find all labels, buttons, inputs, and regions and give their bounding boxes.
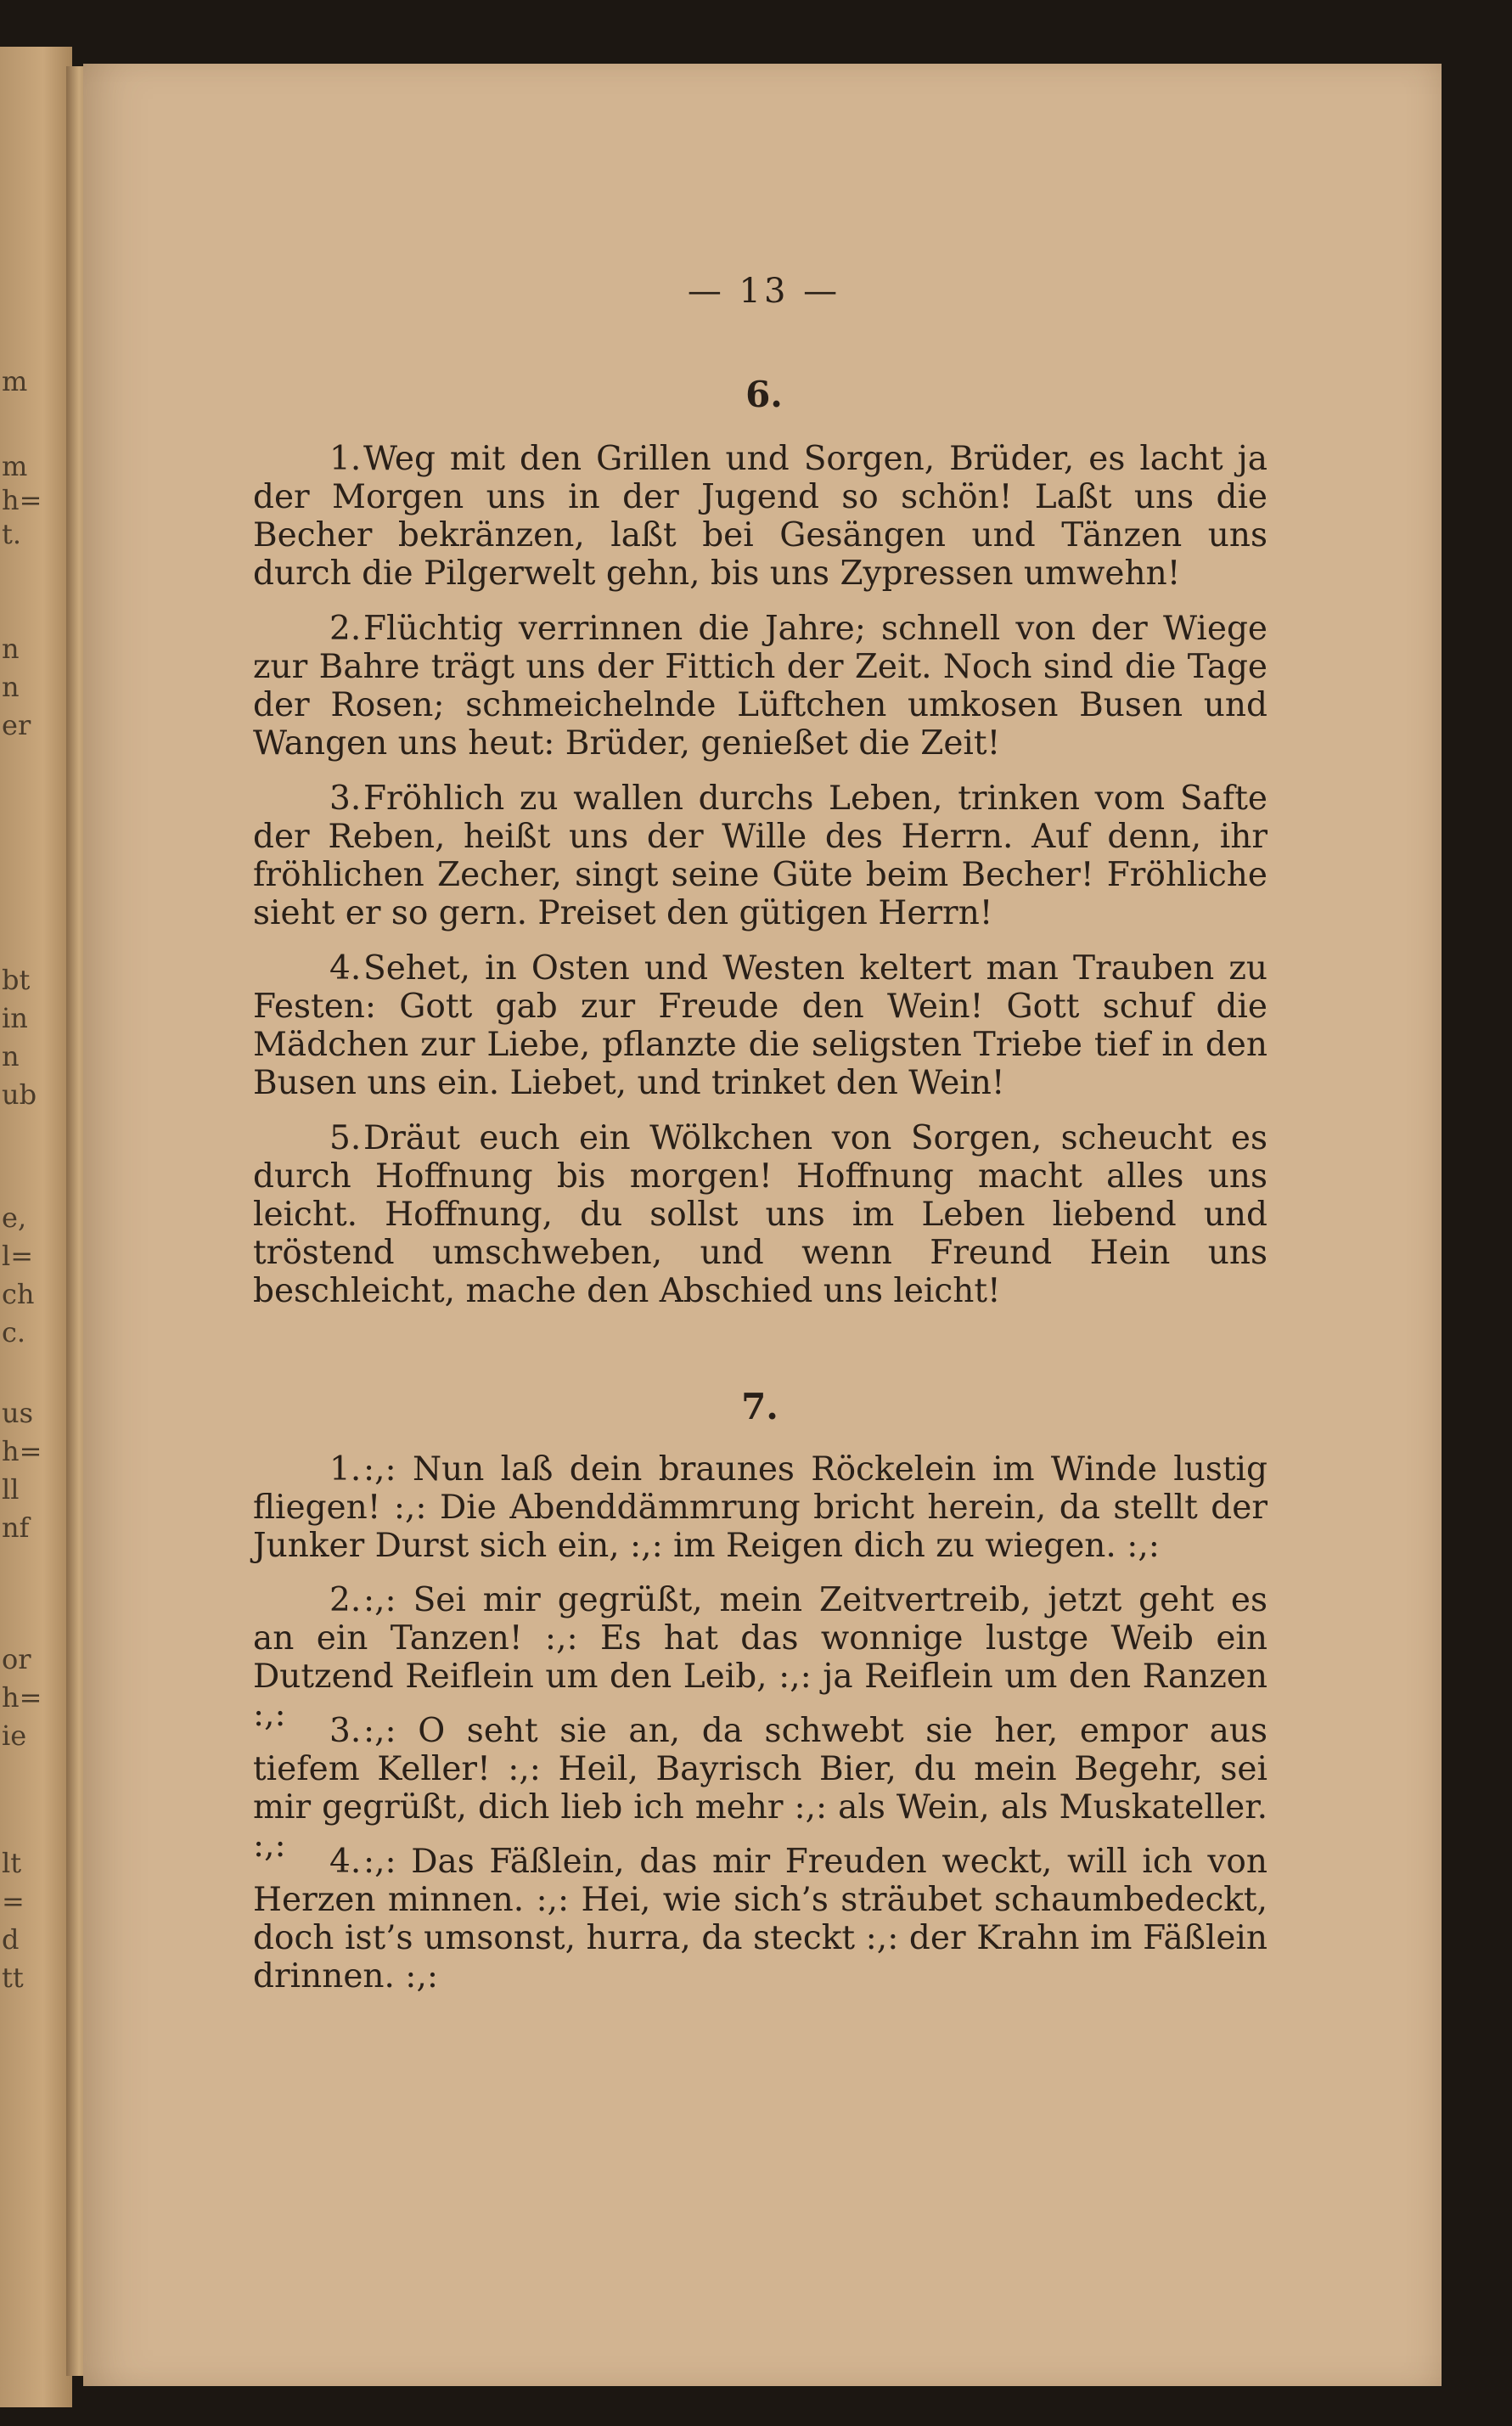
verse-number: 5. (329, 1119, 362, 1157)
verse-number: 1. (329, 1450, 362, 1489)
left-fragment: ch (2, 1278, 35, 1310)
left-fragment: l= (2, 1240, 34, 1272)
song-7-verse-4 (253, 1843, 1267, 1995)
left-fragment: h= (2, 1681, 42, 1714)
song-6-verse-4 (253, 949, 1267, 1102)
verse-text: Flüchtig verrinnen die Jahre; schnell von der Wiege zur Bahre trägt uns der Fittich der Zeit. Noch sind die Tage der Rosen; schmeichelnde Lüftchen umkosen Busen und Wangen uns heut: Brüder, genießet die Zeit! (253, 610, 1267, 763)
verse-text: Dräut euch ein Wölkchen von Sorgen, scheucht es durch Hoffnung bis morgen! Hoffnung macht alles uns leicht. Hoffnung, du sollst uns im Leben liebend und tröstend umschweben, und wenn Freund Hein uns beschleicht, mache den Abschied uns leicht! (253, 1119, 1267, 1310)
left-fragment: m (2, 365, 28, 397)
left-fragment: e, (2, 1202, 27, 1234)
song-6-verse-1 (253, 440, 1267, 593)
verse-number: 2. (329, 610, 362, 648)
verse-text: Sehet, in Osten und Westen keltert man Trauben zu Festen: Gott gab zur Freude den Wein! Gott schuf die Mädchen zur Liebe, pflanzte die seligsten Triebe tief in den Busen uns ein. Liebet, und trinket den Wein! (253, 949, 1267, 1102)
left-fragment: m (2, 450, 28, 482)
left-page-edge (0, 47, 72, 2407)
left-fragment: er (2, 709, 31, 741)
left-fragment: ub (2, 1078, 37, 1111)
verse-number: 3. (329, 780, 362, 818)
verse-text: Fröhlich zu wallen durchs Leben, trinken vom Safte der Reben, heißt uns der Wille des Herrn. Auf denn, ihr fröhlichen Zecher, singt seine Güte beim Becher! Fröhliche sieht er so gern. Preiset den gütigen Herrn! (253, 780, 1267, 932)
verse-text: :,: Das Fäßlein, das mir Freuden weckt, will ich von Herzen minnen. :,: Hei, wie sich’s sträubet schaumbedeckt, doch ist’s umsonst, hurra, da steckt :,: der Krahn im Fäßlein drinnen. :,: (253, 1843, 1267, 1995)
left-fragment: t. (2, 518, 22, 550)
song-7-verse-3 (253, 1712, 1267, 1865)
verse-number: 4. (329, 949, 362, 988)
left-fragment: ie (2, 1720, 27, 1752)
verse-text: :,: Sei mir gegrüßt, mein Zeitvertreib, jetzt geht es an ein Tanzen! :,: Es hat das wonnige lustge Weib ein Dutzend Reiflein um den Leib, :,: ja Reiflein um den Ranzen :,: (253, 1581, 1267, 1734)
song-6-verse-2 (253, 610, 1267, 763)
verse-text: :,: Nun laß dein braunes Röckelein im Winde lustig fliegen! :,: Die Abenddämmrung bricht herein, da stellt der Junker Durst sich ein, :,: im Reigen dich zu wiegen. :,: (253, 1450, 1267, 1565)
song-7-verse-1 (253, 1450, 1267, 1565)
verse-text: Weg mit den Grillen und Sorgen, Brüder, es lacht ja der Morgen uns in der Jugend so schön! Laßt uns die Becher bekränzen, laßt bei Gesängen und Tänzen uns durch die Pilgerwelt gehn, bis uns Zypressen umwehn! (253, 440, 1267, 593)
left-fragment: tt (2, 1962, 24, 1994)
song-6-number: 6. (745, 374, 783, 415)
left-fragment: d (2, 1923, 20, 1956)
song-6-verse-3 (253, 780, 1267, 932)
left-fragment: or (2, 1643, 31, 1675)
song-6-verse-5 (253, 1119, 1267, 1310)
verse-number: 2. (329, 1581, 362, 1619)
left-fragment: h= (2, 484, 42, 516)
verse-number: 1. (329, 440, 362, 478)
left-fragment: = (2, 1885, 25, 1917)
left-fragment: c. (2, 1316, 26, 1348)
song-7-verse-2 (253, 1581, 1267, 1734)
left-fragment: bt (2, 964, 31, 996)
left-fragment: n (2, 1040, 20, 1072)
left-fragment: nf (2, 1511, 30, 1544)
left-fragment: h= (2, 1435, 42, 1467)
left-fragment: lt (2, 1847, 22, 1879)
left-fragment: n (2, 671, 20, 703)
page-number: — 13 — (687, 272, 841, 311)
verse-text: :,: O seht sie an, da schwebt sie her, empor aus tiefem Keller! :,: Heil, Bayrisch Bier, du mein Begehr, sei mir gegrüßt, dich lieb ich mehr :,: als Wein, als Muskateller. :,: (253, 1712, 1267, 1865)
left-fragment: n (2, 633, 20, 665)
song-7-number: 7. (741, 1386, 778, 1427)
verse-number: 4. (329, 1843, 362, 1881)
left-fragment: us (2, 1397, 34, 1429)
left-fragment: in (2, 1002, 28, 1034)
verse-number: 3. (329, 1712, 362, 1750)
left-fragment: ll (2, 1473, 20, 1506)
